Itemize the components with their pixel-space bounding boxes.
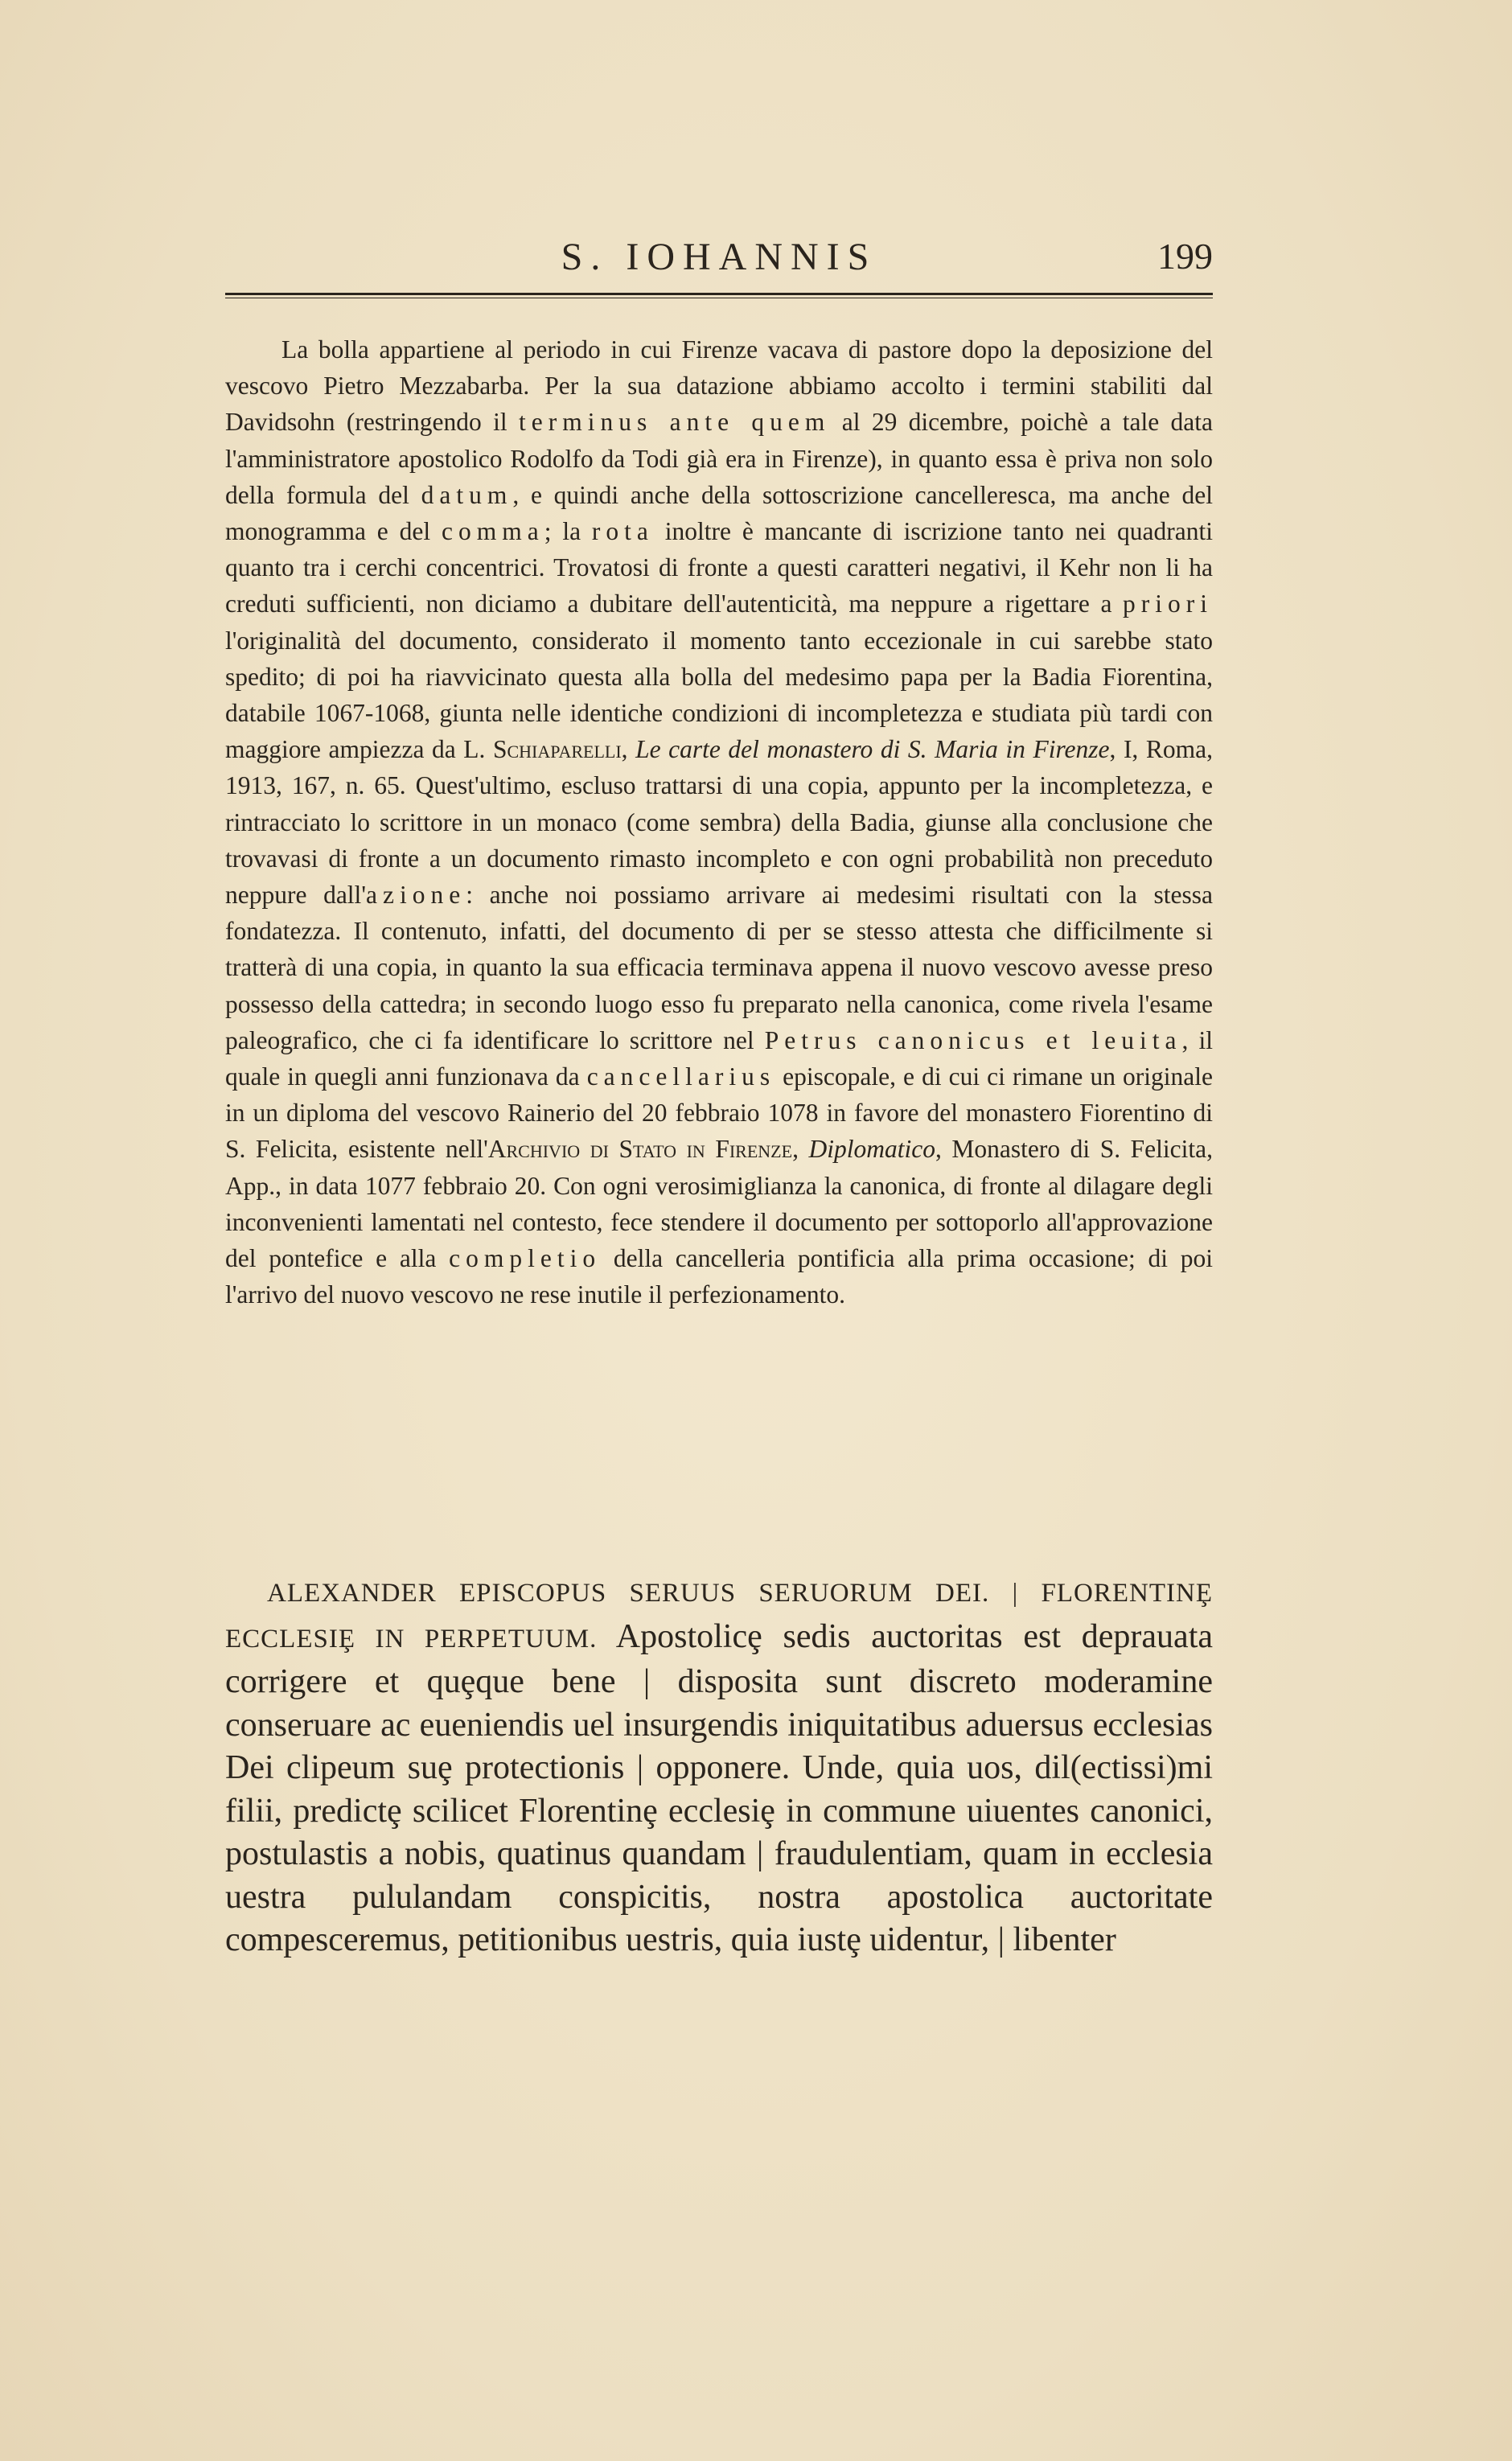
header-rule [225, 293, 1213, 295]
edition-body: Apostolicȩ sedis auctoritas est deprauata corrigere et quȩque bene | disposita sunt discreto moderamine conseruare ac eueniendis uel insurgendis iniquitatibus aduersus ecclesias Dei clipeum suȩ protectionis | opponere. Unde, quia uos, dil(ectissi)mi filii, predictȩ scilicet Florentinȩ ecclesiȩ in commune uiuentes canonici, postulastis a nobis, quatinus quandam | fraudulentiam, quam in ecclesia uestra pululandam conspicitis, nostra apostolica auctoritate compesceremus, petitionibus uestris, quia iustȩ uidentur, | libenter [225, 1617, 1214, 1958]
text-run: , [792, 1135, 809, 1164]
text-run: l'originalità del documento, considerato il momento tanto eccezionale in cui sarebbe stato spedito; di poi ha riavvicinato questa alla bolla del medesimo papa per la Badia Fiorentina, databile 1067-1068, giunta nelle identiche condizioni di incompletezza e studiata più tardi con maggiore ampiezza da [225, 626, 1213, 764]
text-run: : anche noi possiamo arrivare ai medesimi risultati con la stessa fondatezza. Il contenuto, infatti, del documento di per se stesso attesta che difficilmente si tratterà di una copia, in quanto la sua efficacia terminava appena il nuovo vescovo avesse preso possesso della cattedra; in secondo luogo esso fu preparato nella canonica, come rivela l'esame paleografico, che ci fa identificare lo scrittore nel [225, 881, 1213, 1054]
author-name: L. Schiaparelli [463, 735, 622, 764]
text-run: della cancelleria pontificia alla prima occasione; di poi l'arrivo del nuovo vescovo ne rese inutile il perfezionamento. [225, 1244, 1213, 1309]
text-run: La bolla appartiene al periodo in cui Firenze vacava di pastore dopo la deposizione del vescovo Pietro Mezzabarba. Per la sua datazione abbiamo accolto i termini stabiliti dal Davidsohn (restringendo il [225, 335, 1213, 437]
spaced-term: cancellarius [586, 1062, 776, 1091]
spaced-term: azione [366, 881, 466, 910]
spaced-term: priori [1123, 590, 1213, 618]
text-run: , [621, 735, 636, 764]
text-run: , I, Roma, 1913, 167, n. 65. Quest'ultimo, escluso trattarsi di una copia, appunto per la incompletezza, e rintracciato lo scrittore in un monaco (come sembra) della Badia, giunse alla conclusione che trovavasi di fronte a un documento rimasto incompleto e con ogni probabilità non preceduto neppure dall' [225, 735, 1213, 910]
text-run: , e quindi anche della sottoscrizione cancelleresca, ma anche del monogramma e del [225, 480, 1213, 546]
work-title: Le carte del monastero di S. Maria in Firenze [635, 735, 1110, 764]
text-run: episcopale, e di cui ci rimane un originale in un diploma del vescovo Rainerio del 20 febbraio 1078 in favore del monastero Fiorentino di S. Felicita, esistente nell' [225, 1062, 1213, 1164]
running-head [225, 235, 1213, 283]
document-edition [225, 1570, 1213, 1962]
text-run: inoltre è mancante di iscrizione tanto nei quadranti quanto tra i cerchi concentrici. Trovatosi di fronte a questi caratteri negativi, il Kehr non li ha creduti sufficienti, non diciamo a dubitare dell'autenticità, ma neppure a rigettare a [225, 517, 1214, 618]
fonds-title: Diplomatico [808, 1135, 935, 1164]
spaced-term: rota [591, 517, 654, 546]
page-number: 199 [1157, 236, 1213, 277]
incipit: ALEXANDER EPISCOPUS SERUUS SERUORUM DEI. | FLORENTINȨ ECCLESIȨ IN PERPETUUM. [225, 1579, 1213, 1654]
commentary-paragraph [225, 331, 1213, 1313]
edition-text [225, 1570, 1213, 1962]
text-run: , Monastero di S. Felicita, App., in data 1077 febbraio 20. Con ogni verosimiglianza la canonica, di fronte al dilagare degli inconvenienti lamentati nel contesto, fece stendere il documento per sottoporlo all'approvazione del pontefice e alla [225, 1135, 1213, 1273]
spaced-term: completio [449, 1244, 602, 1273]
text-run: ; la [544, 517, 592, 546]
running-title: S. IOHANNIS [561, 236, 877, 278]
text-run: , il quale in quegli anni funzionava da [225, 1025, 1213, 1091]
spaced-term: comma [442, 517, 544, 546]
spaced-term: datum [421, 480, 513, 509]
commentary-text [225, 331, 1213, 1313]
spaced-term: terminus ante quem [519, 408, 831, 437]
spaced-term: Petrus canonicus et leuita [764, 1025, 1182, 1054]
archive-name: Archivio di Stato in Firenze [487, 1135, 793, 1164]
text-run: al 29 dicembre, poichè a tale data l'amministratore apostolico Rodolfo da Todi già era in Firenze), in quanto essa è priva non solo della formula del [225, 408, 1214, 509]
